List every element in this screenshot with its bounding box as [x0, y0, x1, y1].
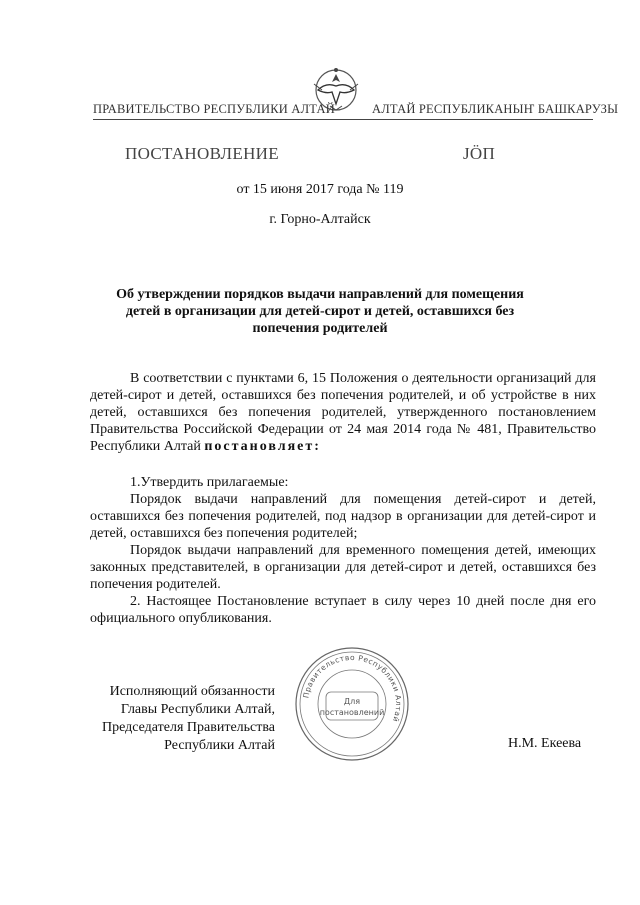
signatory-line-1: Исполняющий обязанности	[109, 684, 275, 699]
seal-center-text-1: Для	[343, 697, 361, 706]
document-type-alt: JӦП	[463, 144, 496, 163]
signatory-line-3: Председателя Правительства	[101, 720, 275, 735]
official-seal	[292, 644, 412, 764]
decree-keyword: постановляет:	[204, 439, 321, 454]
seal-ring-text: Правительство Республики Алтай	[301, 652, 404, 724]
item-1b: Порядок выдачи направлений для временного помещения детей, имеющих законных представителей, в организации для детей-сирот и детей, оставшихся без попечения родителей.	[90, 543, 596, 592]
document-type-ru: ПОСТАНОВЛЕНИЕ	[125, 144, 279, 163]
signatory-line-2: Главы Республики Алтай,	[120, 702, 275, 717]
government-name-alt: АЛТАЙ РЕСПУБЛИКАНЫҤ БАШКАРУЗЫ	[372, 102, 619, 116]
document-city: г. Горно-Алтайск	[269, 212, 371, 227]
document-title: Об утверждении порядков выдачи направлений для помещения детей в организации для детей-сирот и детей, оставшихся без попечения родителей	[116, 287, 524, 336]
header-divider	[93, 119, 593, 120]
item-1: 1.Утвердить прилагаемые:	[130, 475, 289, 490]
item-1a: Порядок выдачи направлений для помещения детей-сирот и детей, оставшихся без попечения родителей, под надзор в организации для детей-сирот и детей, оставшихся без попечения родителей;	[90, 492, 596, 541]
signatory-name: Н.М. Екеева	[508, 736, 582, 751]
government-name-ru: ПРАВИТЕЛЬСТВО РЕСПУБЛИКИ АЛТАЙ	[93, 102, 335, 116]
item-2: 2. Настоящее Постановление вступает в силу через 10 дней после дня его официального опубликования.	[90, 594, 596, 626]
preamble-paragraph	[90, 370, 596, 455]
signatory-line-4: Республики Алтай	[164, 738, 275, 753]
document-date-number: от 15 июня 2017 года № 119	[236, 182, 404, 197]
decree-items	[90, 474, 596, 627]
seal-center-text-2: постановлений	[319, 708, 385, 717]
preamble-text: В соответствии с пунктами 6, 15 Положения о деятельности организаций для детей-сирот и детей, оставшихся без попечения родителей, и об устройстве в них детей, оставшихся без попечения родителей, утвержденного постановлением Правительства Российской Федерации от 24 мая 2014 года № 481, Правительство Республики Алтай	[90, 371, 596, 454]
signatory-title	[80, 683, 275, 755]
